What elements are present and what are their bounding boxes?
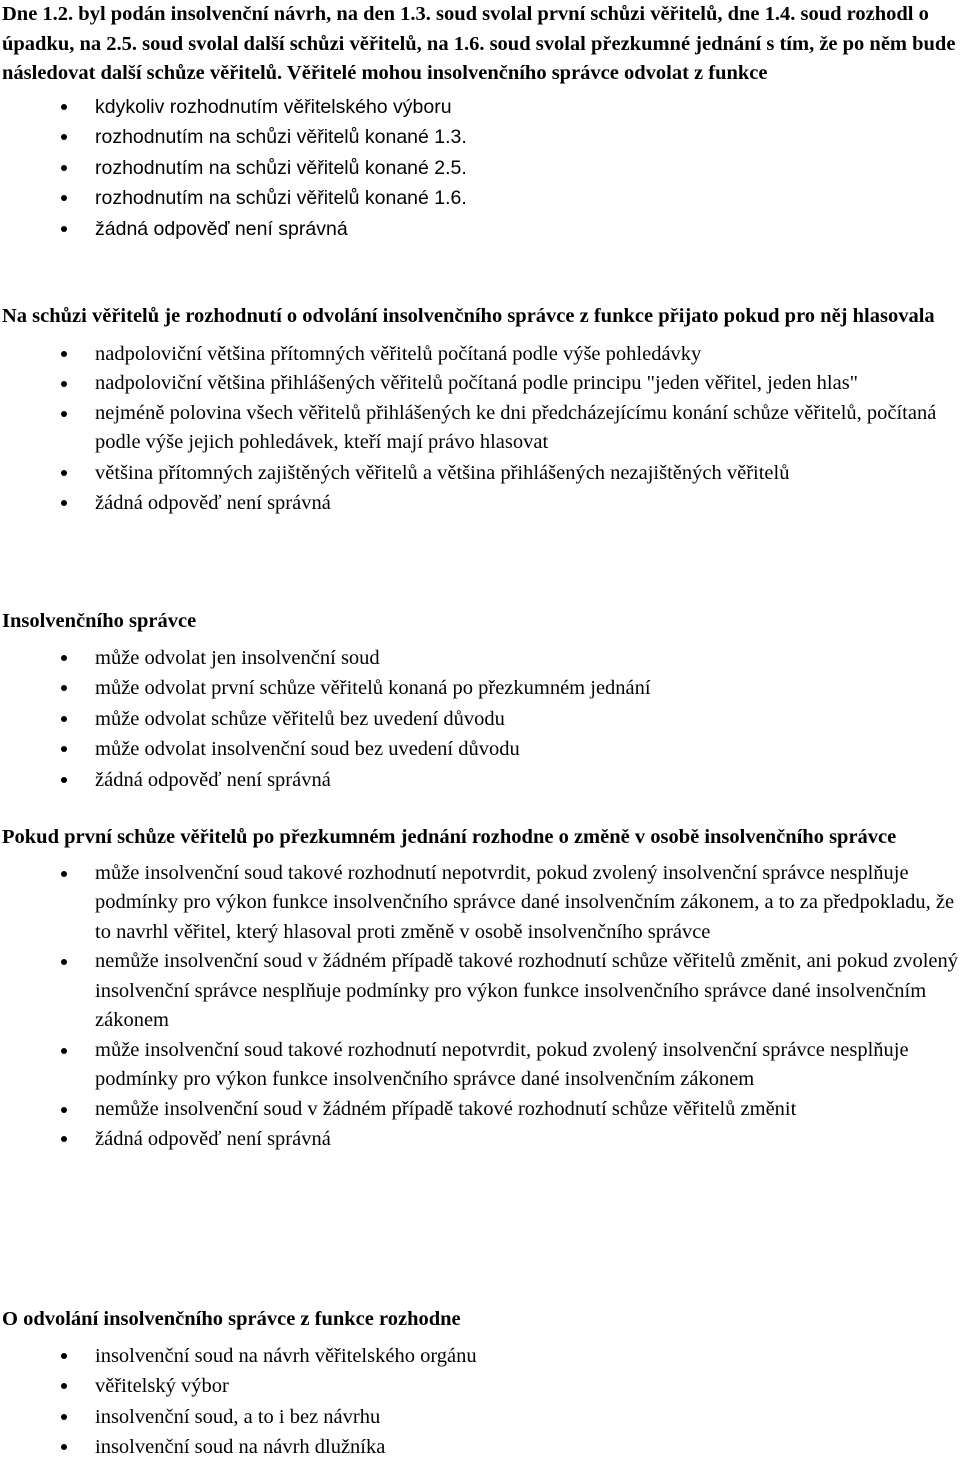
option-text: kdykoliv rozhodnutím věřitelského výboru [95,95,452,118]
option-text: nejméně polovina všech věřitelů přihlášených ke dni předcházejícímu konání schůze věřitelů, počítaná podle výše jejich pohledávek, kteří mají právo hlasovat [95,401,937,453]
list-item [0,1341,960,1372]
list-item [0,458,960,489]
list-item [0,339,960,370]
option-text: věřitelský výbor [95,1375,229,1397]
bullet-icon [57,214,71,245]
list-item [0,643,960,674]
question-3 [0,607,960,795]
option-text: nadpoloviční většina přihlášených věřitelů počítaná podle principu "jeden věřitel, jeden hlas" [95,372,859,394]
question-5-options [0,1341,960,1463]
bullet-icon [57,859,71,890]
list-item [0,488,960,519]
bullet-icon [57,673,71,704]
bullet-icon [57,339,71,370]
list-item [0,1124,960,1155]
option-text: rozhodnutím na schůzi věřitelů konané 1.6. [95,187,467,209]
question-1-text: Dne 1.2. byl podán insolvenční návrh, na den 1.3. soud svolal první schůzi věřitelů, dne 1.4. soud rozhodl o úpadku, na 2.5. soud svolal další schůzi věřitelů, na 1.6. soud svolal přezkumné jednání s tím, že po něm bude následovat další schůze věřitelů. Věřitelé mohou insolvenčního správce odvolat z funkce [2,3,956,84]
option-text: může odvolat první schůze věřitelů konaná po přezkumném jednání [95,677,651,699]
option-text: většina přítomných zajištěných věřitelů a většina přihlášených nezajištěných věřitelů [95,461,790,484]
option-text: žádná odpověď není správná [95,768,331,791]
bullet-icon [57,1124,71,1155]
bullet-icon [57,1371,71,1402]
bullet-icon [57,643,71,674]
option-text: rozhodnutím na schůzi věřitelů konané 2.5. [95,156,467,179]
list-item [0,704,960,735]
question-4-text: Pokud první schůze věřitelů po přezkumném jednání rozhodne o změně v osobě insolvenčního správce [2,826,897,848]
list-item [0,214,958,245]
bullet-icon [57,947,71,978]
question-5-text: O odvolání insolvenčního správce z funkce rozhodne [2,1308,461,1330]
option-text: může odvolat insolvenční soud bez uvedení důvodu [95,738,520,760]
list-item [0,1036,960,1095]
list-item [0,1095,960,1125]
question-3-text: Insolvenčního správce [2,610,197,632]
option-text: může insolvenční soud takové rozhodnutí nepotvrdit, pokud zvolený insolvenční správce nesplňuje podmínky pro výkon funkce insolvenčního správce dané insolvenčním zákonem, a to za předpokladu, že to navrhl věřitel, který hlasoval proti změně v osobě insolvenčního správce [95,861,955,943]
list-item [0,153,958,184]
question-1 [0,0,958,244]
list-item [0,92,958,123]
bullet-icon [57,458,71,489]
option-text: může odvolat schůze věřitelů bez uvedení důvodu [95,707,505,730]
question-3-options [0,643,960,796]
list-item [0,1402,960,1433]
bullet-icon [57,1095,71,1126]
bullet-icon [57,153,71,184]
list-item [0,673,960,704]
option-text: insolvenční soud, a to i bez návrhu [95,1405,381,1428]
list-item [0,1432,960,1463]
list-item [0,183,958,214]
list-item [0,122,958,153]
bullet-icon [57,399,71,430]
question-2 [0,302,960,519]
option-text: žádná odpověď není správná [95,492,331,514]
list-item [0,947,960,1036]
list-item [0,859,960,948]
question-2-text: Na schůzi věřitelů je rozhodnutí o odvolání insolvenčního správce z funkce přijato pokud pro něj hlasovala [2,305,935,327]
list-item [0,734,960,765]
bullet-icon [57,765,71,796]
bullet-icon [57,1432,71,1463]
list-item [0,1371,960,1402]
list-item [0,765,960,796]
option-text: může odvolat jen insolvenční soud [95,646,380,669]
option-text: nemůže insolvenční soud v žádném případě takové rozhodnutí schůze věřitelů změnit, ani pokud zvolený insolvenční správce nesplňuje podmínky pro výkon funkce insolvenčního správce dané insolvenčním zákonem [95,950,959,1031]
option-text: nadpoloviční většina přítomných věřitelů počítaná podle výše pohledávky [95,342,702,365]
question-4-options [0,859,960,1155]
bullet-icon [57,1402,71,1433]
bullet-icon [57,369,71,400]
option-text: může insolvenční soud takové rozhodnutí nepotvrdit, pokud zvolený insolvenční správce nesplňuje podmínky pro výkon funkce insolvenčního správce dané insolvenčním zákonem [95,1038,909,1090]
bullet-icon [57,704,71,735]
bullet-icon [57,1036,71,1067]
bullet-icon [57,734,71,765]
bullet-icon [57,183,71,214]
option-text: žádná odpověď není správná [95,217,348,240]
bullet-icon [57,122,71,153]
option-text: insolvenční soud na návrh věřitelského orgánu [95,1344,477,1367]
option-text: insolvenční soud na návrh dlužníka [95,1436,386,1458]
option-text: žádná odpověď není správná [95,1128,331,1150]
list-item [0,399,960,458]
question-5 [0,1305,960,1463]
list-item [0,369,960,399]
option-text: rozhodnutím na schůzi věřitelů konané 1.3. [95,126,467,148]
question-2-options [0,339,960,519]
bullet-icon [57,1341,71,1372]
question-1-options [0,92,958,245]
option-text: nemůže insolvenční soud v žádném případě takové rozhodnutí schůze věřitelů změnit [95,1097,797,1120]
bullet-icon [57,488,71,519]
question-4 [0,823,960,1155]
bullet-icon [57,92,71,123]
